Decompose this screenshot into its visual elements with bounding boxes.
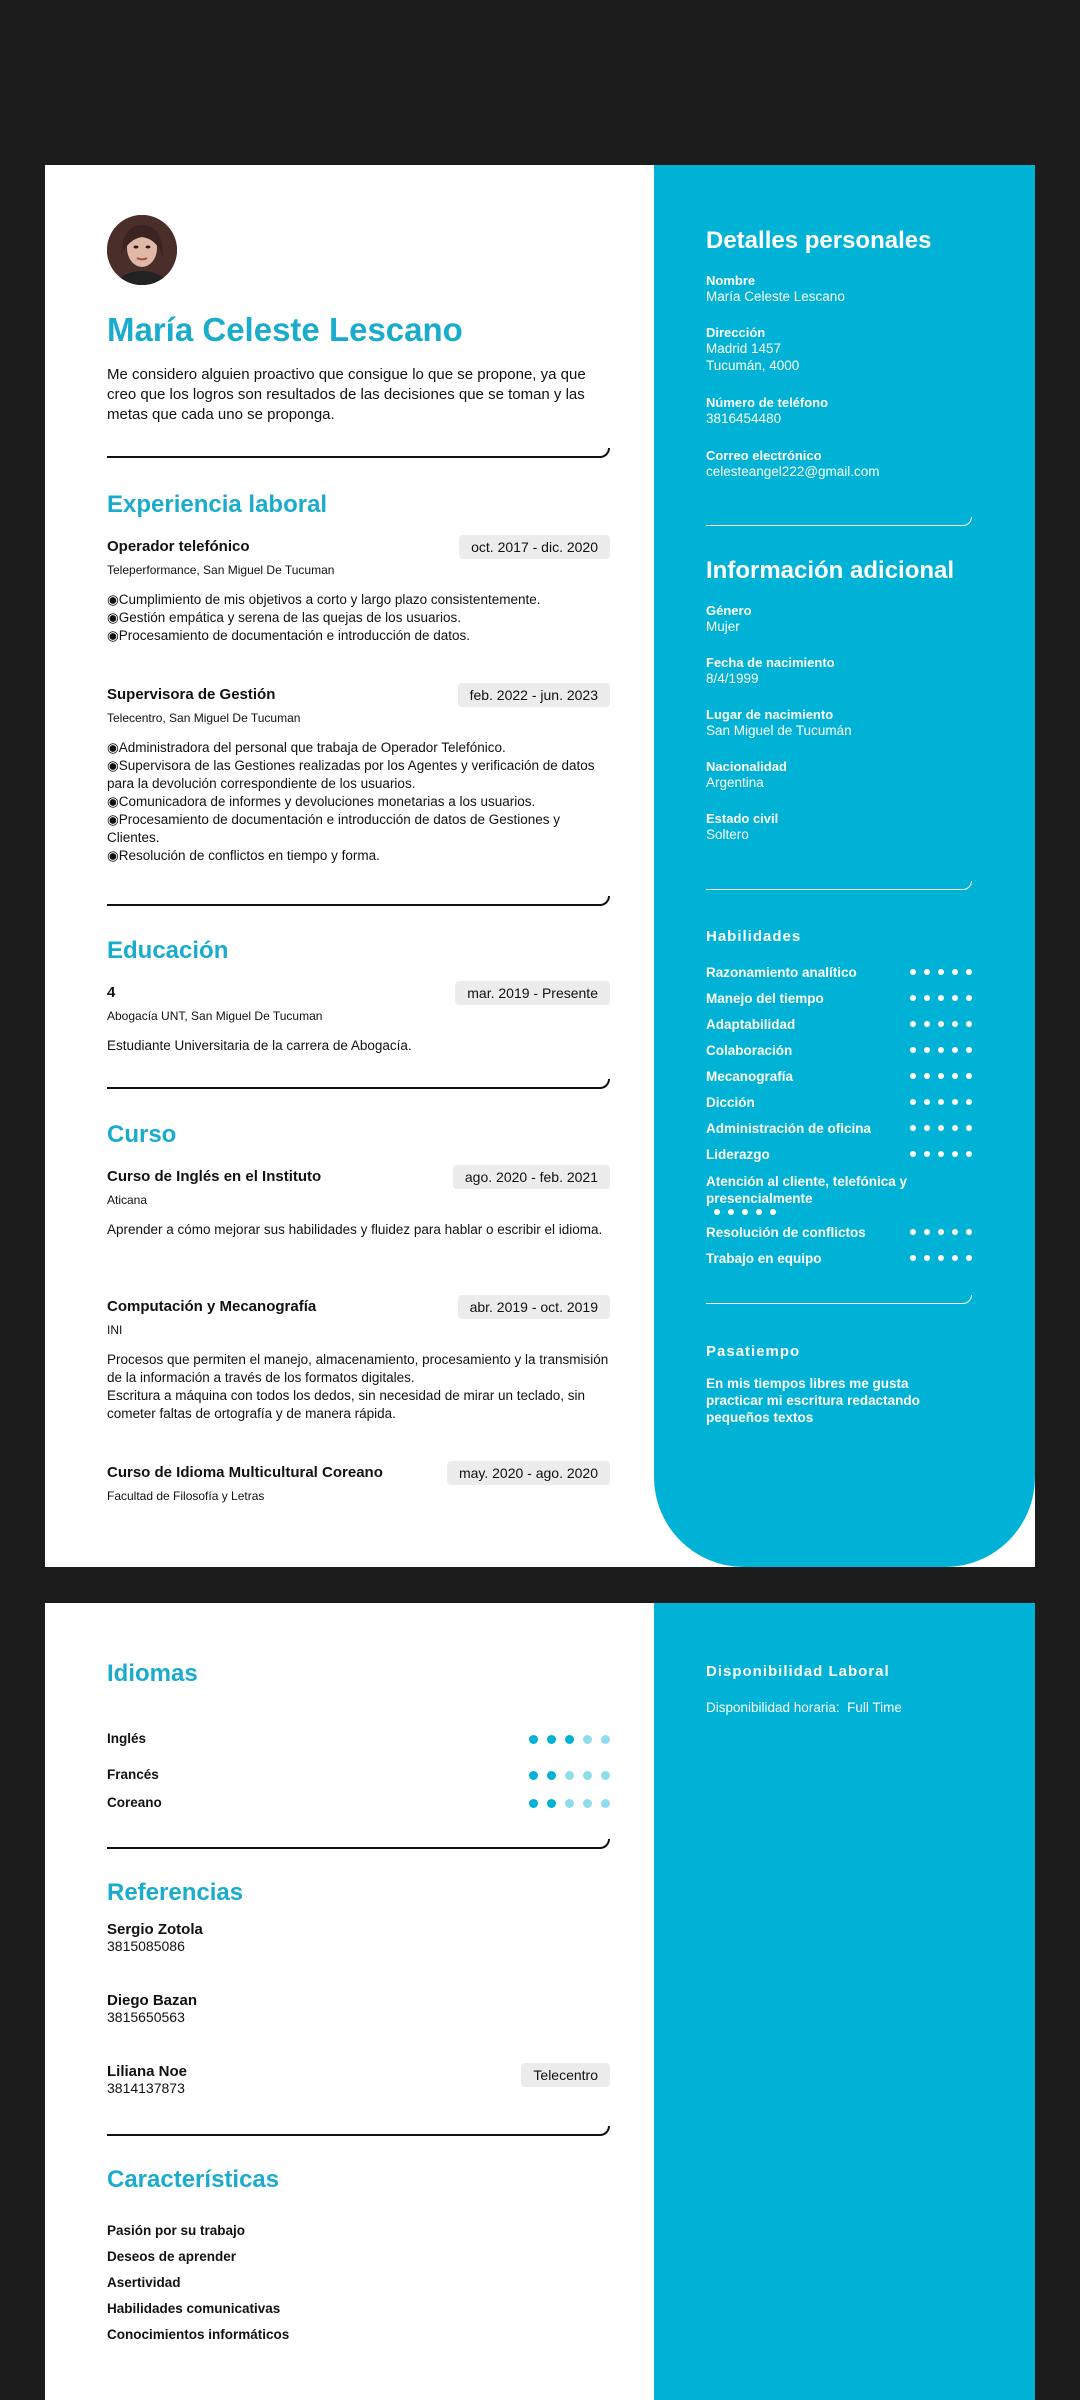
sidebar-divider — [706, 1295, 972, 1304]
availability-row — [706, 1699, 1006, 1716]
skill-rating — [910, 1255, 972, 1261]
entry-description: Aprender a cómo mejorar sus habilidades y fluidez para hablar o escribir el idioma. — [107, 1222, 603, 1237]
rating-dot — [966, 1021, 972, 1027]
skill-rating — [714, 1209, 776, 1215]
skill-rating — [910, 969, 972, 975]
rating-dot — [910, 1229, 916, 1235]
sidebar-divider — [706, 517, 972, 526]
date-badge: ago. 2020 - feb. 2021 — [453, 1165, 610, 1189]
date-badge: mar. 2019 - Presente — [455, 981, 610, 1005]
rating-dot — [952, 1151, 958, 1157]
rating-dot — [966, 1151, 972, 1157]
skill-row — [706, 1251, 972, 1271]
rating-dot — [952, 1255, 958, 1261]
availability-value: Full Time — [847, 1700, 902, 1715]
rating-dot — [910, 1021, 916, 1027]
skill-row — [706, 1043, 972, 1063]
entry-title: Computación y Mecanografía — [107, 1298, 317, 1315]
resume-page-2 — [45, 1603, 1035, 2400]
rating-dot — [547, 1771, 556, 1780]
personal-details-title: Detalles personales — [706, 227, 932, 254]
personal-field — [706, 395, 1006, 427]
date-badge: may. 2020 - ago. 2020 — [447, 1461, 610, 1485]
field-value: 8/4/1999 — [706, 671, 759, 686]
education-title: Educación — [107, 937, 229, 964]
course-entry — [107, 1461, 610, 1503]
skill-name: Mecanografía — [706, 1069, 794, 1084]
entry-place: Aticana — [107, 1193, 148, 1207]
personal-field — [706, 325, 1006, 374]
main-column — [45, 1603, 654, 2400]
skill-name: Resolución de conflictos — [706, 1225, 866, 1240]
rating-dot — [938, 995, 944, 1001]
field-value: María Celeste Lescano — [706, 289, 845, 304]
sidebar-divider — [706, 881, 972, 890]
rating-dot — [756, 1209, 762, 1215]
traits-title: Características — [107, 2166, 280, 2193]
rating-dot — [910, 1099, 916, 1105]
field-value: Madrid 1457 Tucumán, 4000 — [706, 341, 800, 373]
rating-dot — [938, 1047, 944, 1053]
field-label: Dirección — [706, 325, 766, 340]
entry-description: ◉Administradora del personal que trabaja de Operador Telefónico. ◉Supervisora de las Gestiones realizadas por los Agentes y verificación de datos para la devolución correspondiente de los usuarios. ◉Comunicadora de informes y devoluciones monetarias a los usuarios. ◉Procesamiento de documentación e introducción de datos de Gestiones y Clientes. ◉Resolución de conflictos en tiempo y forma. — [107, 740, 595, 863]
rating-dot — [924, 1125, 930, 1131]
rating-dot — [966, 1073, 972, 1079]
reference-phone: 3815650563 — [107, 2009, 185, 2025]
rating-dot — [952, 1099, 958, 1105]
personal-field — [706, 448, 1006, 480]
date-badge: oct. 2017 - dic. 2020 — [459, 535, 610, 559]
rating-dot — [910, 1255, 916, 1261]
field-value: Soltero — [706, 827, 749, 842]
rating-dot — [770, 1209, 776, 1215]
trait-item: Conocimientos informáticos — [107, 2327, 290, 2342]
entry-place: Facultad de Filosofía y Letras — [107, 1489, 265, 1503]
date-badge: abr. 2019 - oct. 2019 — [458, 1295, 610, 1319]
sidebar — [654, 1603, 1035, 2400]
rating-dot — [910, 1047, 916, 1053]
additional-field — [706, 655, 1006, 687]
field-value: Argentina — [706, 775, 764, 790]
rating-dot — [966, 1047, 972, 1053]
course-entry — [107, 1295, 610, 1423]
section-divider — [107, 1839, 610, 1849]
additional-field — [706, 759, 1006, 791]
additional-field — [706, 811, 1006, 843]
skill-rating — [910, 995, 972, 1001]
skill-row — [706, 1017, 972, 1037]
rating-dot — [938, 969, 944, 975]
rating-dot — [952, 1229, 958, 1235]
skill-name: Colaboración — [706, 1043, 793, 1058]
rating-dot — [565, 1771, 574, 1780]
language-rating — [529, 1735, 610, 1744]
rating-dot — [583, 1735, 592, 1744]
skill-row — [706, 1069, 972, 1089]
field-label: Número de teléfono — [706, 395, 829, 410]
rating-dot — [714, 1209, 720, 1215]
additional-info-title: Información adicional — [706, 557, 955, 584]
field-label: Nacionalidad — [706, 759, 787, 774]
language-row — [107, 1767, 610, 1787]
rating-dot — [565, 1799, 574, 1808]
rating-dot — [728, 1209, 734, 1215]
skills-title: Habilidades — [706, 928, 802, 945]
experience-entry — [107, 683, 610, 865]
rating-dot — [938, 1229, 944, 1235]
language-row — [107, 1731, 610, 1751]
entry-title: Supervisora de Gestión — [107, 686, 276, 703]
rating-dot — [924, 1229, 930, 1235]
trait-item: Pasión por su trabajo — [107, 2223, 246, 2238]
rating-dot — [910, 1073, 916, 1079]
entry-title: Curso de Inglés en el Instituto — [107, 1168, 322, 1185]
availability-field — [706, 1699, 1006, 1716]
course-entry — [107, 1165, 610, 1239]
rating-dot — [924, 995, 930, 1001]
rating-dot — [529, 1771, 538, 1780]
entry-place: Teleperformance, San Miguel De Tucuman — [107, 563, 335, 577]
entry-place: Telecentro, San Miguel De Tucuman — [107, 711, 301, 725]
sidebar — [654, 165, 1035, 1567]
experience-entry — [107, 535, 610, 645]
skill-row — [706, 1095, 972, 1115]
skill-row — [706, 965, 972, 985]
skill-name: Liderazgo — [706, 1147, 770, 1162]
skill-row — [706, 1173, 972, 1206]
experience-title: Experiencia laboral — [107, 491, 328, 518]
field-label: Nombre — [706, 273, 756, 288]
rating-dot — [952, 1073, 958, 1079]
rating-dot — [966, 1229, 972, 1235]
rating-dot — [952, 969, 958, 975]
availability-label: Disponibilidad horaria: — [706, 1700, 840, 1715]
rating-dot — [910, 995, 916, 1001]
field-label: Estado civil — [706, 811, 779, 826]
main-column — [45, 165, 654, 1567]
rating-dot — [952, 1047, 958, 1053]
reference-entry — [107, 1992, 610, 2025]
entry-description: Estudiante Universitaria de la carrera de Abogacía. — [107, 1038, 412, 1053]
reference-name: Liliana Noe — [107, 2063, 188, 2080]
language-rating — [529, 1799, 610, 1808]
email-value[interactable]: celesteangel222@gmail.com — [706, 464, 880, 479]
skill-rating — [910, 1047, 972, 1053]
rating-dot — [910, 969, 916, 975]
references-title: Referencias — [107, 1879, 244, 1906]
field-label: Correo electrónico — [706, 448, 822, 463]
entry-title: Operador telefónico — [107, 538, 250, 555]
rating-dot — [966, 969, 972, 975]
skill-name: Manejo del tiempo — [706, 991, 824, 1006]
skill-rating — [910, 1229, 972, 1235]
rating-dot — [938, 1099, 944, 1105]
rating-dot — [938, 1073, 944, 1079]
language-name: Francés — [107, 1767, 159, 1782]
rating-dot — [565, 1735, 574, 1744]
availability-title: Disponibilidad Laboral — [706, 1663, 890, 1680]
rating-dot — [924, 1255, 930, 1261]
rating-dot — [924, 969, 930, 975]
rating-dot — [924, 1047, 930, 1053]
hobbies-title: Pasatiempo — [706, 1343, 801, 1360]
rating-dot — [529, 1735, 538, 1744]
rating-dot — [938, 1021, 944, 1027]
trait-item: Habilidades comunicativas — [107, 2301, 281, 2316]
rating-dot — [601, 1799, 610, 1808]
skill-rating — [910, 1125, 972, 1131]
reference-name: Diego Bazan — [107, 1992, 198, 2009]
entry-title: Curso de Idioma Multicultural Coreano — [107, 1464, 383, 1481]
profile-summary: Me considero alguien proactivo que consigue lo que se propone, ya que creo que los logros son resultados de las decisiones que se toman y las metas que cada uno se proponga. — [107, 366, 586, 423]
trait-item: Asertividad — [107, 2275, 181, 2290]
additional-field — [706, 707, 1006, 739]
skill-name: Atención al cliente, telefónica y presencialmente — [706, 1174, 908, 1206]
rating-dot — [529, 1799, 538, 1808]
skill-row — [706, 1121, 972, 1141]
skill-name: Dicción — [706, 1095, 755, 1110]
rating-dot — [952, 995, 958, 1001]
hobbies-text — [706, 1375, 956, 1426]
entry-description: ◉Cumplimiento de mis objetivos a corto y largo plazo consistentemente. ◉Gestión empática y serena de las quejas de los usuarios. ◉Procesamiento de documentación e introducción de datos. — [107, 592, 541, 643]
rating-dot — [938, 1151, 944, 1157]
field-value: San Miguel de Tucumán — [706, 723, 852, 738]
section-divider — [107, 448, 610, 458]
skill-rating — [910, 1151, 972, 1157]
reference-phone: 3814137873 — [107, 2080, 185, 2096]
rating-dot — [583, 1771, 592, 1780]
language-rating — [529, 1771, 610, 1780]
education-entry — [107, 981, 610, 1055]
languages-title: Idiomas — [107, 1660, 198, 1687]
rating-dot — [924, 1151, 930, 1157]
rating-dot — [547, 1799, 556, 1808]
section-divider — [107, 1079, 610, 1089]
language-row — [107, 1795, 610, 1815]
skill-rating — [910, 1099, 972, 1105]
rating-dot — [547, 1735, 556, 1744]
rating-dot — [924, 1073, 930, 1079]
skill-row — [706, 1225, 972, 1245]
rating-dot — [601, 1735, 610, 1744]
entry-place: Abogacía UNT, San Miguel De Tucuman — [107, 1009, 323, 1023]
section-divider — [107, 2126, 610, 2136]
reference-entry — [107, 2063, 610, 2096]
rating-dot — [966, 1099, 972, 1105]
skill-name: Administración de oficina — [706, 1121, 872, 1136]
reference-entry — [107, 1921, 610, 1954]
resume-page-1 — [45, 165, 1035, 1567]
field-label: Lugar de nacimiento — [706, 707, 834, 722]
profile-photo — [107, 215, 177, 285]
language-name: Coreano — [107, 1795, 162, 1810]
field-value: Mujer — [706, 619, 740, 634]
section-divider — [107, 896, 610, 906]
skill-name: Adaptabilidad — [706, 1017, 796, 1032]
rating-dot — [742, 1209, 748, 1215]
full-name: María Celeste Lescano — [107, 311, 463, 348]
rating-dot — [910, 1125, 916, 1131]
rating-dot — [924, 1021, 930, 1027]
skill-rating — [910, 1073, 972, 1079]
entry-title: 4 — [107, 984, 116, 1001]
rating-dot — [924, 1099, 930, 1105]
hobbies-description: En mis tiempos libres me gusta practicar mi escritura redactando pequeños textos — [706, 1376, 920, 1425]
field-label: Género — [706, 603, 752, 618]
rating-dot — [583, 1799, 592, 1808]
entry-place: INI — [107, 1323, 123, 1337]
reference-company-badge: Telecentro — [521, 2063, 610, 2087]
rating-dot — [966, 1125, 972, 1131]
field-label: Fecha de nacimiento — [706, 655, 835, 670]
rating-dot — [910, 1151, 916, 1157]
reference-phone: 3815085086 — [107, 1938, 185, 1954]
skill-rating — [910, 1021, 972, 1027]
rating-dot — [938, 1125, 944, 1131]
additional-field — [706, 603, 1006, 635]
skill-name: Trabajo en equipo — [706, 1251, 822, 1266]
skill-name: Razonamiento analítico — [706, 965, 857, 980]
reference-name: Sergio Zotola — [107, 1921, 203, 1938]
courses-title: Curso — [107, 1121, 177, 1148]
rating-dot — [952, 1125, 958, 1131]
date-badge: feb. 2022 - jun. 2023 — [458, 683, 610, 707]
skill-row — [706, 1147, 972, 1167]
skill-row — [706, 991, 972, 1011]
rating-dot — [601, 1771, 610, 1780]
rating-dot — [966, 1255, 972, 1261]
personal-field — [706, 273, 1006, 305]
field-value: 3816454480 — [706, 411, 782, 426]
rating-dot — [938, 1255, 944, 1261]
trait-item: Deseos de aprender — [107, 2249, 237, 2264]
language-name: Inglés — [107, 1731, 147, 1746]
rating-dot — [966, 995, 972, 1001]
rating-dot — [952, 1021, 958, 1027]
entry-description: Procesos que permiten el manejo, almacenamiento, procesamiento y la transmisión de la información a través de los formatos digitales. Escritura a máquina con todos los dedos, sin necesidad de mirar un teclado, sin cometer faltas de ortografía y de manera rápida. — [107, 1352, 609, 1421]
